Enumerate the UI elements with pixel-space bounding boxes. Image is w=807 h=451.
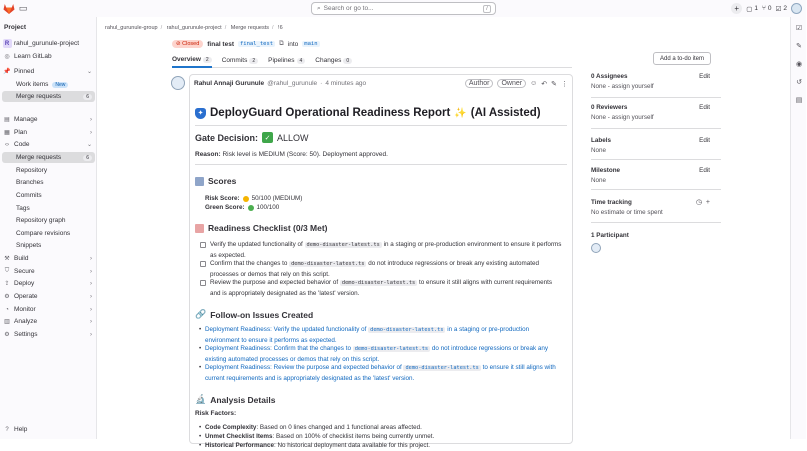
target-branch[interactable]: main (304, 41, 318, 47)
pin-icon: 📌 (3, 69, 11, 75)
into-label: into (287, 40, 299, 48)
sidebar-item-help[interactable]: ? Help (2, 424, 95, 435)
risk-factors-label: Risk Factors: (195, 410, 237, 417)
comment-note (189, 74, 573, 449)
todo-icon: ☑ (775, 5, 782, 13)
note-handle[interactable]: @rahul_gurunule (267, 80, 318, 87)
breadcrumb-project[interactable]: rahul_gurunule-project (166, 25, 222, 31)
chevron-right-icon: › (90, 268, 92, 275)
note-author[interactable]: Rahul Annaji Gurunule (194, 80, 265, 87)
breadcrumb-merge-requests[interactable]: Merge requests (230, 25, 269, 31)
checklist-item[interactable]: Review the purpose and expected behavior of demo-disaster-latest.ts to ensure it still aligns with current requirements and is appropriately designated as the 'latest' version. (200, 278, 562, 298)
followon-issue-link[interactable]: • Deployment Readiness: Confirm that the changes to demo-disaster-latest.ts do not introduce regressions or break any existing automated processes or demos that rely on this script. (205, 344, 565, 364)
todos-button[interactable]: ☑ 2 (775, 5, 787, 13)
learn-icon: ◎ (4, 54, 10, 60)
left-sidebar (0, 17, 97, 439)
chevron-right-icon: › (90, 306, 92, 313)
sparkles-icon: ✨ (454, 107, 467, 119)
note-actions (465, 79, 568, 88)
mr-tabs (172, 53, 572, 68)
checklist-item[interactable]: Verify the updated functionality of demo-disaster-latest.ts in a staging or pre-production environment to ensure it performs as expected. (200, 240, 562, 260)
sidebar-item-deploy[interactable]: ⇪ Deploy › (2, 278, 95, 289)
sidebar-item-plan[interactable]: ▦ Plan › (2, 127, 95, 138)
sidebar-item-monitor[interactable]: ◔ Monitor › (2, 304, 95, 315)
sidebar-project[interactable]: R rahul_gurunule-project (2, 38, 95, 49)
breadcrumb-group[interactable]: rahul_gurunule-group (105, 25, 158, 31)
eye-rail-icon[interactable]: ◉ (795, 61, 803, 68)
sidebar-item-compare-revisions[interactable]: Compare revisions (16, 230, 71, 237)
emoji-reaction-icon[interactable]: ☺ (530, 80, 538, 87)
search-icon: ⌕ (317, 4, 321, 12)
sidebar-item-repository[interactable]: Repository (16, 167, 48, 174)
time-tracking-section: Time tracking ◷ + No estimate or time spent (591, 199, 710, 216)
sidebar-item-code-merge-requests[interactable]: Merge requests 6 (2, 152, 95, 163)
build-icon: ⚒ (4, 256, 10, 262)
analysis-heading: 🔬 Analysis Details (195, 394, 276, 405)
edit-icon[interactable]: ✎ (551, 80, 557, 88)
followon-issue-link[interactable]: • Deployment Readiness: Verify the updated functionality of demo-disaster-latest.ts in a staging or pre-production environment to ensure it performs as expected. (205, 325, 565, 345)
shield-icon: ✦ (195, 108, 206, 119)
breadcrumb-mr-id[interactable]: !6 (278, 25, 283, 31)
milestone-edit-button[interactable]: Edit (699, 167, 710, 174)
sidebar-item-build[interactable]: ⚒ Build › (2, 253, 95, 264)
sidebar-item-code[interactable]: ‹› Code ⌄ (2, 139, 95, 150)
operate-icon: ⚙ (4, 294, 10, 300)
right-rail (790, 17, 806, 439)
bar-chart-icon (195, 177, 204, 186)
assignees-section: 0 Assignees Edit None - assign yourself (591, 73, 721, 90)
deploy-icon: ⇪ (4, 281, 10, 287)
report-title: ✦ DeployGuard Operational Readiness Report ✨ (AI Assisted) (195, 107, 541, 119)
pencil-rail-icon[interactable]: ✎ (796, 43, 802, 50)
sidebar-item-commits[interactable]: Commits (16, 192, 42, 199)
sidebar-item-analyze[interactable]: ▥ Analyze › (2, 316, 95, 327)
sidebar-item-manage[interactable]: ▤ Manage › (2, 114, 95, 125)
copy-icon[interactable]: ⧉ (279, 40, 284, 47)
assign-yourself-reviewer-link[interactable]: None - assign yourself (591, 114, 654, 121)
reviewers-edit-button[interactable]: Edit (699, 104, 710, 111)
monitor-icon: ◔ (5, 306, 9, 313)
history-rail-icon[interactable]: ↺ (796, 79, 802, 86)
add-time-icon[interactable]: + (705, 199, 710, 206)
sidebar-item-learn-gitlab[interactable]: ◎ Learn GitLab (2, 51, 95, 62)
leaf-icon (248, 205, 254, 211)
participant-avatar[interactable] (591, 243, 601, 253)
status-badge: ⊘ Closed (172, 40, 203, 48)
risk-factor-item: • Unmet Checklist Items: Based on 100% of checklist items being currently unmet. (205, 432, 565, 442)
note-timestamp[interactable]: 4 minutes ago (325, 80, 367, 87)
issues-icon: ▢ (746, 5, 753, 13)
owner-badge: Owner (497, 79, 526, 88)
risk-factor-item: • Code Complexity: Based on 0 lines changed and 1 functional areas affected. (205, 423, 565, 433)
main-content (98, 17, 790, 449)
yellow-circle-icon (243, 196, 249, 202)
sidebar-item-merge-requests-pinned[interactable]: Merge requests 6 (2, 91, 95, 102)
search-input[interactable]: ⌕ Search or go to... / (311, 2, 496, 15)
new-badge: New (52, 82, 68, 88)
tab-commits[interactable]: Commits 2 (222, 53, 258, 68)
sidebar-item-settings[interactable]: ⚙ Settings › (2, 329, 95, 340)
stopwatch-icon[interactable]: ◷ (695, 199, 703, 206)
document-rail-icon[interactable]: ▤ (795, 97, 803, 104)
manage-icon: ▤ (4, 117, 10, 123)
followon-issue-link[interactable]: • Deployment Readiness: Review the purpose and expected behavior of demo-disaster-latest.ts to ensure it still aligns with current requirements and is appropriately designated as the 'latest' version. (205, 363, 565, 383)
labels-edit-button[interactable]: Edit (699, 137, 710, 144)
memo-icon (195, 224, 204, 233)
sidebar-section-label: Project (4, 24, 27, 31)
source-branch[interactable]: final_test (240, 41, 274, 47)
avatar[interactable] (171, 76, 185, 90)
chevron-right-icon: › (90, 129, 92, 136)
sidebar-item-operate[interactable]: ⚙ Operate › (2, 291, 95, 302)
checkbox[interactable] (200, 261, 206, 267)
top-bar (0, 0, 806, 17)
gate-decision: Gate Decision: ✓ ALLOW (195, 132, 309, 143)
checkbox[interactable] (200, 242, 206, 248)
merge-requests-button[interactable]: ⑂ 0 (762, 5, 772, 12)
chevron-right-icon: › (90, 255, 92, 262)
mr-header (172, 40, 320, 48)
author-badge: Author (465, 79, 494, 88)
breadcrumb: rahul_gurunule-group / rahul_gurunule-project / Merge requests / !6 (105, 25, 283, 31)
chart-icon: ▥ (4, 319, 10, 325)
sidebar-item-secure[interactable]: ⛉ Secure › (2, 266, 95, 277)
sidebar-item-repository-graph[interactable]: Repository graph (16, 217, 66, 224)
project-avatar: R (3, 39, 12, 48)
checkbox[interactable] (200, 280, 206, 286)
microscope-icon: 🔬 (195, 394, 207, 404)
chevron-down-icon: ⌄ (86, 69, 92, 75)
user-avatar[interactable] (791, 3, 802, 14)
more-actions-icon[interactable]: ⋮ (561, 80, 568, 88)
gate-reason: Reason: Risk level is MEDIUM (Score: 50). Deployment approved. (195, 151, 388, 158)
closed-icon: ⊘ (176, 41, 181, 47)
gear-icon: ⚙ (4, 332, 10, 338)
sidebar-item-pinned[interactable]: 📌 Pinned ⌄ (3, 68, 92, 75)
sidebar-item-tags[interactable]: Tags (16, 205, 30, 212)
green-score: Green Score: 100/100 (205, 204, 280, 211)
chevron-right-icon: › (90, 318, 92, 325)
issues-button[interactable]: ▢ 1 (746, 5, 759, 13)
labels-section: Labels Edit None (591, 137, 710, 154)
risk-score: Risk Score: 50/100 (MEDIUM) (205, 195, 303, 202)
risk-factor-item: • Historical Performance: No historical deployment data available for this project. (205, 441, 565, 451)
mr-title: final test (207, 40, 234, 48)
check-mark-icon: ✓ (262, 132, 273, 143)
milestone-section: Milestone Edit None (591, 167, 710, 184)
merge-request-icon: ⑂ (762, 5, 766, 12)
shield-icon: ⛉ (4, 268, 10, 274)
checklist-item[interactable]: Confirm that the changes to demo-disaster-latest.ts do not introduce regressions or break any existing automated processes or demos that rely on this script. (200, 259, 562, 279)
sidebar-item-branches[interactable]: Branches (16, 179, 44, 186)
scores-heading: Scores (195, 176, 236, 186)
add-todo-button[interactable]: Add a to-do item (653, 52, 711, 65)
followon-heading: 🔗 Follow-on Issues Created (195, 309, 314, 320)
create-new-icon[interactable]: + (731, 3, 742, 14)
code-icon: ‹› (5, 141, 9, 148)
chevron-down-icon: ⌄ (86, 142, 92, 148)
todo-rail-icon[interactable]: ☑ (795, 25, 803, 32)
chevron-right-icon: › (90, 293, 92, 300)
participants-section: 1 Participant (591, 232, 721, 253)
chevron-right-icon: › (90, 331, 92, 338)
tab-pipelines[interactable]: Pipelines 4 (268, 53, 305, 68)
assignees-edit-button[interactable]: Edit (699, 73, 710, 80)
reviewers-section: 0 Reviewers Edit None - assign yourself (591, 104, 721, 121)
link-icon: 🔗 (195, 309, 207, 319)
sidebar-toggle-icon[interactable]: ▭ (18, 3, 28, 13)
chevron-right-icon: › (90, 280, 92, 287)
sidebar-item-work-items[interactable]: Work items New (2, 79, 95, 90)
checklist-heading: Readiness Checklist (0/3 Met) (195, 223, 328, 233)
assign-yourself-link[interactable]: None - assign yourself (591, 83, 654, 90)
reply-icon[interactable]: ↶ (541, 80, 548, 88)
note-header: Rahul Annaji Gurunule @rahul_gurunule · 4 minutes ago (194, 80, 367, 87)
gitlab-logo-icon[interactable] (2, 2, 16, 16)
help-icon: ? (5, 426, 9, 433)
chevron-right-icon: › (90, 116, 92, 123)
search-shortcut: / (483, 5, 491, 13)
tab-changes[interactable]: Changes 0 (315, 53, 352, 68)
plan-icon: ▦ (4, 130, 10, 136)
tab-overview[interactable]: Overview 2 (172, 53, 212, 68)
sidebar-item-snippets[interactable]: Snippets (16, 242, 42, 249)
